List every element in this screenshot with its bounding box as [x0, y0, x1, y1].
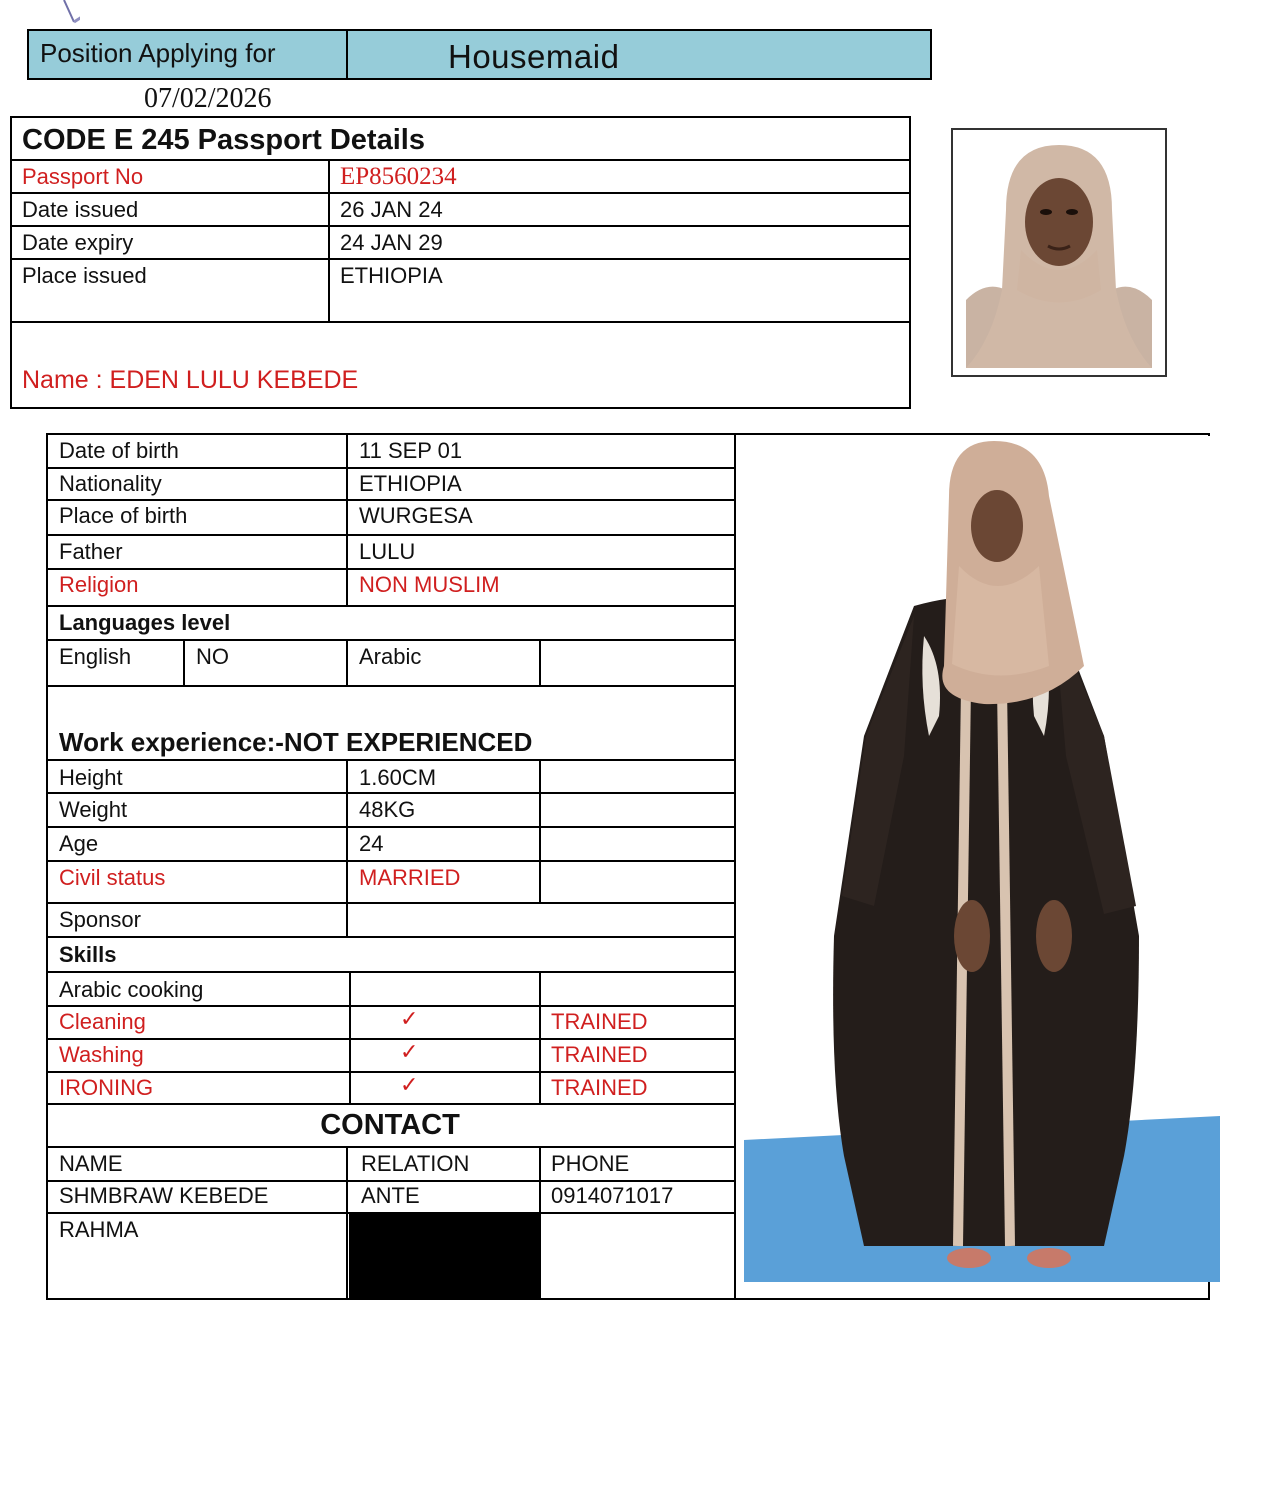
place-of-birth-value: WURGESA	[359, 503, 473, 528]
portrait-photo	[966, 140, 1152, 368]
dob-value: 11 SEP 01	[359, 438, 463, 463]
position-divider	[346, 29, 348, 80]
father-label: Father	[59, 539, 123, 564]
place-of-birth-label: Place of birth	[59, 503, 188, 528]
english-label: English	[59, 644, 132, 669]
nationality-value: ETHIOPIA	[359, 471, 462, 496]
contact-title: CONTACT	[320, 1109, 460, 1141]
skill-label: Washing	[59, 1042, 144, 1067]
date-issued-value: 26 JAN 24	[340, 197, 443, 222]
place-issued-value: ETHIOPIA	[340, 263, 443, 288]
skill-status: TRAINED	[551, 1009, 648, 1034]
contact-header-phone: PHONE	[551, 1151, 630, 1176]
weight-label: Weight	[59, 797, 128, 822]
date-issued-label: Date issued	[22, 197, 139, 222]
skill-status: TRAINED	[551, 1042, 648, 1067]
civil-status-value: MARRIED	[359, 865, 461, 890]
age-value: 24	[359, 831, 384, 856]
checkmark-icon: ✓	[400, 1006, 419, 1031]
height-value: 1.60CM	[359, 765, 437, 790]
skills-header: Skills	[59, 942, 117, 967]
skill-status: TRAINED	[551, 1075, 648, 1100]
religion-label: Religion	[59, 572, 139, 597]
passport-no-value: EP8560234	[340, 163, 457, 190]
passport-no-label: Passport No	[22, 164, 144, 189]
sponsor-label: Sponsor	[59, 907, 141, 932]
contact-name: RAHMA	[59, 1217, 139, 1242]
english-value: NO	[196, 644, 229, 669]
contact-header-name: NAME	[59, 1151, 123, 1176]
redaction-box	[349, 1212, 540, 1300]
skill-label: Cleaning	[59, 1009, 146, 1034]
dob-label: Date of birth	[59, 438, 179, 463]
checkmark-icon: ✓	[400, 1072, 419, 1097]
civil-status-label: Civil status	[59, 865, 166, 890]
contact-relation: ANTE	[361, 1183, 420, 1208]
checkmark-icon: ✓	[400, 1039, 419, 1064]
full-body-photo	[744, 436, 1220, 1282]
place-issued-label: Place issued	[22, 263, 147, 288]
skill-label: IRONING	[59, 1075, 154, 1100]
skill-label: Arabic cooking	[59, 977, 204, 1002]
nationality-label: Nationality	[59, 471, 162, 496]
passport-title: CODE E 245 Passport Details	[22, 124, 425, 156]
arabic-label: Arabic	[359, 644, 422, 669]
contact-phone: 0914071017	[551, 1183, 674, 1208]
languages-header: Languages level	[59, 610, 231, 635]
father-value: LULU	[359, 539, 416, 564]
height-label: Height	[59, 765, 123, 790]
document-date: 07/02/2026	[144, 83, 272, 114]
religion-value: NON MUSLIM	[359, 572, 500, 597]
contact-header-relation: RELATION	[361, 1151, 470, 1176]
date-expiry-label: Date expiry	[22, 230, 134, 255]
position-label: Position Applying for	[40, 38, 276, 68]
age-label: Age	[59, 831, 99, 856]
position-value: Housemaid	[448, 38, 620, 75]
work-experience: Work experience:-NOT EXPERIENCED	[59, 727, 533, 757]
candidate-name: Name : EDEN LULU KEBEDE	[22, 366, 359, 394]
corner-decoration	[30, 0, 80, 30]
weight-value: 48KG	[359, 797, 416, 822]
date-expiry-value: 24 JAN 29	[340, 230, 443, 255]
contact-name: SHMBRAW KEBEDE	[59, 1183, 269, 1208]
